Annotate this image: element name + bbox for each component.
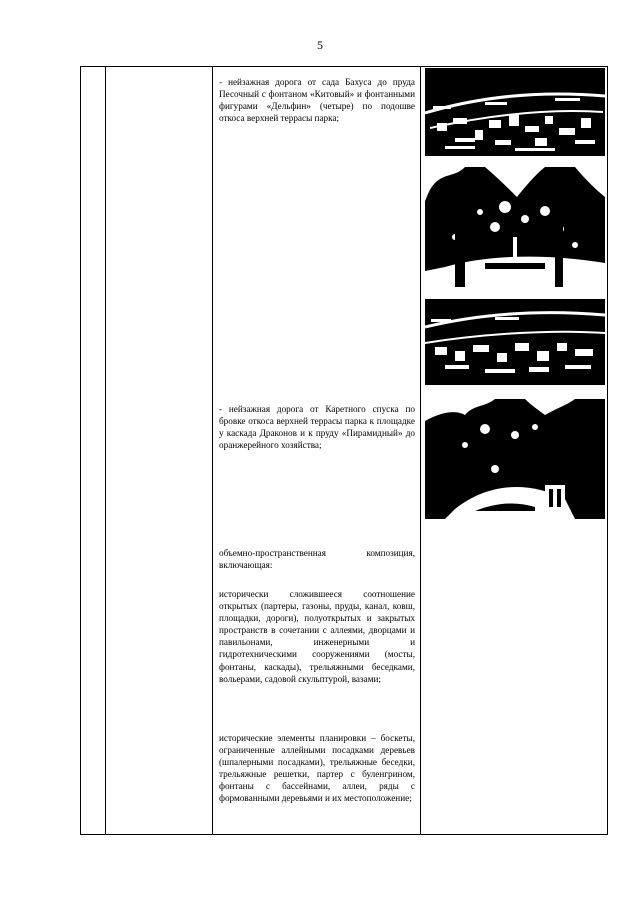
forest-road-photo	[425, 167, 605, 287]
entry-text	[219, 547, 415, 571]
table-column-divider	[420, 66, 421, 835]
document-table	[80, 66, 608, 835]
entry-paragraph: - нейзажная дорога от сада Бахуса до пруда Песочный с фонтаном «Китовый» и фонтанными фигурами «Дельфин» (четыре) по подошве откоса верхней террасы парка;	[219, 77, 415, 124]
entry-paragraph: объемно-пространственная композиция, включающая:	[219, 548, 415, 571]
park-trees-photo	[425, 399, 605, 519]
table-top-border	[80, 66, 608, 67]
aerial-photo-2	[425, 299, 605, 385]
entry-text	[219, 732, 415, 805]
table-column-divider	[212, 66, 213, 835]
entry-text	[219, 588, 415, 685]
table-border-left	[80, 66, 81, 835]
entry-paragraph: исторические элементы планировки – боскеты, ограниченные аллейными посадками деревьев (шпалерными посадками), трельяжные беседки, трельяжные решетки, партер с буленгрином, фонтаны с бассейнами, аллеи, ряды с формованными деревьями и их местоположение;	[219, 733, 415, 804]
page-number: 5	[317, 38, 323, 52]
table-column-divider	[105, 66, 106, 835]
entry-text	[219, 403, 415, 451]
entry-text	[219, 76, 415, 124]
table-bottom-border	[80, 834, 608, 835]
entry-paragraph: исторически сложившееся соотношение открытых (партеры, газоны, пруды, канал, ковш, площадки, дороги), полуоткрытых и закрытых пространств в сочетании с аллеями, дворцами и павильонами, инженерными и гидротехническими сооружениями (мосты, фонтаны, каскады), трельяжными беседками, вольерами, садовой скульптурой, вазами;	[219, 589, 415, 684]
aerial-photo-1	[425, 68, 605, 156]
table-border-right	[607, 66, 608, 835]
entry-paragraph: - нейзажная дорога от Каретного спуска по бровке откоса верхней террасы парка к площадке у каскада Драконов и к пруду «Пирамидный» до оранжерейного хозяйства;	[219, 404, 415, 451]
